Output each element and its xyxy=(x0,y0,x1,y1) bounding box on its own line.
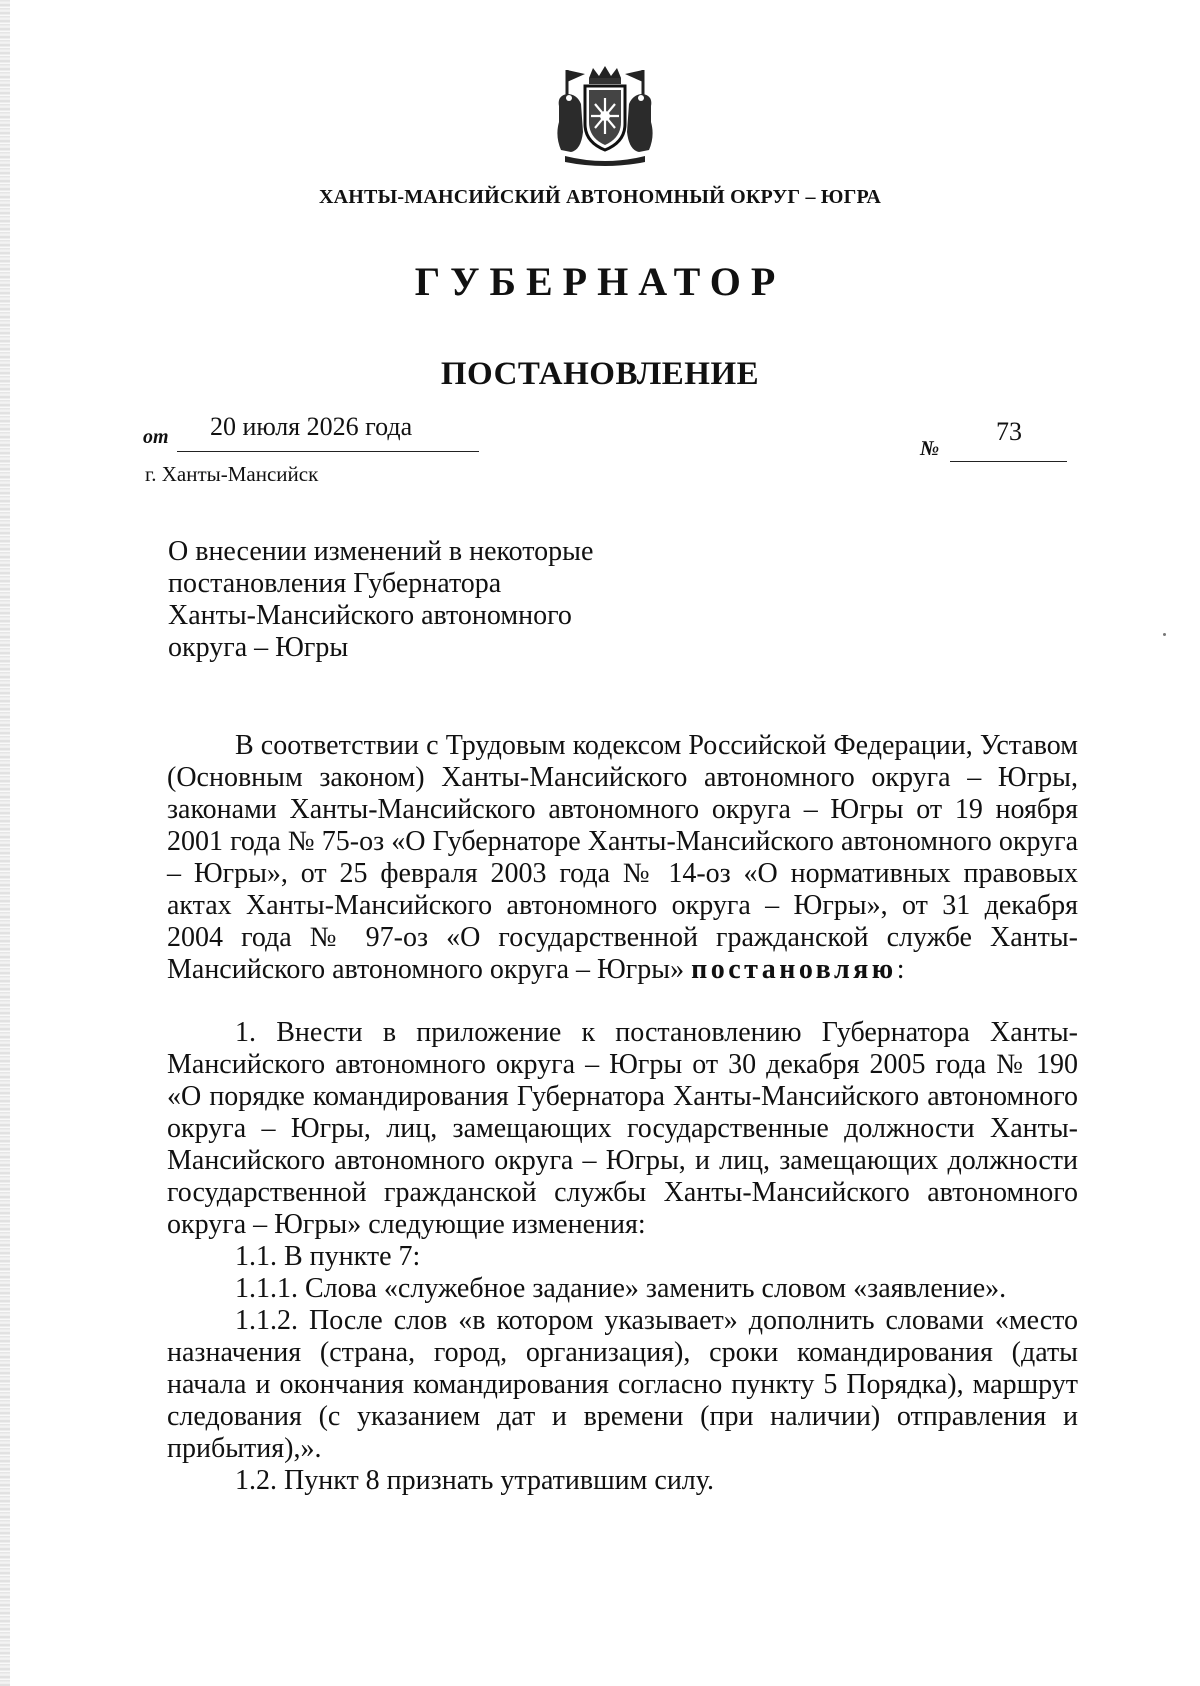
issue-city: г. Ханты-Мансийск xyxy=(145,462,319,486)
number-label: № xyxy=(920,436,940,460)
subject-line: Ханты-Мансийского автономного xyxy=(168,600,572,631)
subject-line: округа – Югры xyxy=(168,632,349,663)
preamble-text: В соответствии с Трудовым кодексом Российской Федерации, Уставом (Основным законом) Ханты-Мансийского автономного округа – Югры, законами Ханты-Мансийского автономного округа – Югры от 19 ноября 2001 года № 75-оз «О Губернаторе Ханты-Мансийского автономного округа – Югры», от 25 февраля 2003 года № 14-оз «О нормативных правовых актах Ханты-Мансийского автономного округа – Югры», от 31 декабря 2004 года № 97-оз «О государственной гражданской службе Ханты-Мансийского автономного округа – Югры» xyxy=(167,730,1078,985)
scan-edge xyxy=(0,0,10,1686)
item-1-1-2-paragraph: 1.1.2. После слов «в котором указывает» дополнить словами «место назначения (страна, город, организация), сроки командирования (даты начала и окончания командирования согласно пункту 5 Порядка), маршрут следования (с указанием дат и времени (при наличии) отправления и прибытия),». xyxy=(167,1305,1078,1464)
date-label: от xyxy=(143,426,169,448)
item-1-2-paragraph: 1.2. Пункт 8 признать утратившим силу. xyxy=(235,1465,714,1496)
document-body xyxy=(167,730,1078,1497)
document-number: 73 xyxy=(996,417,1022,446)
document-type-title: ПОСТАНОВЛЕНИЕ xyxy=(440,356,760,392)
subject-line: О внесении изменений в некоторые xyxy=(168,536,594,567)
region-title: ХАНТЫ-МАНСИЙСКИЙ АВТОНОМНЫЙ ОКРУГ – ЮГРА xyxy=(319,186,881,208)
date-underline xyxy=(177,451,479,452)
coat-of-arms-icon xyxy=(551,62,659,166)
preamble-colon: : xyxy=(896,954,905,985)
item-1-1-paragraph: 1.1. В пункте 7: xyxy=(235,1241,421,1272)
document-date: 20 июля 2026 года xyxy=(210,412,413,441)
item-1-paragraph: 1. Внести в приложение к постановлению Губернатора Ханты-Мансийского автономного округа – Югры от 30 декабря 2005 года № 190 «О порядке командирования Губернатора Ханты-Мансийского автономного округа – Югры, лиц, замещающих государственные должности Ханты-Мансийского автономного округа – Югры, и лиц, замещающих должности государственной гражданской службы Ханты-Мансийского автономного округа – Югры» следующие изменения: xyxy=(167,1017,1078,1240)
document-subject xyxy=(168,536,648,664)
scan-speck xyxy=(1163,633,1166,636)
subject-line: постановления Губернатора xyxy=(168,568,502,599)
authority-title: ГУБЕРНАТОР xyxy=(414,259,786,304)
resolve-word: постановляю xyxy=(691,954,897,985)
preamble-paragraph xyxy=(167,730,1078,986)
number-underline xyxy=(950,461,1067,462)
item-1-1-1-paragraph: 1.1.1. Слова «служебное задание» заменить словом «заявление». xyxy=(235,1273,1007,1304)
